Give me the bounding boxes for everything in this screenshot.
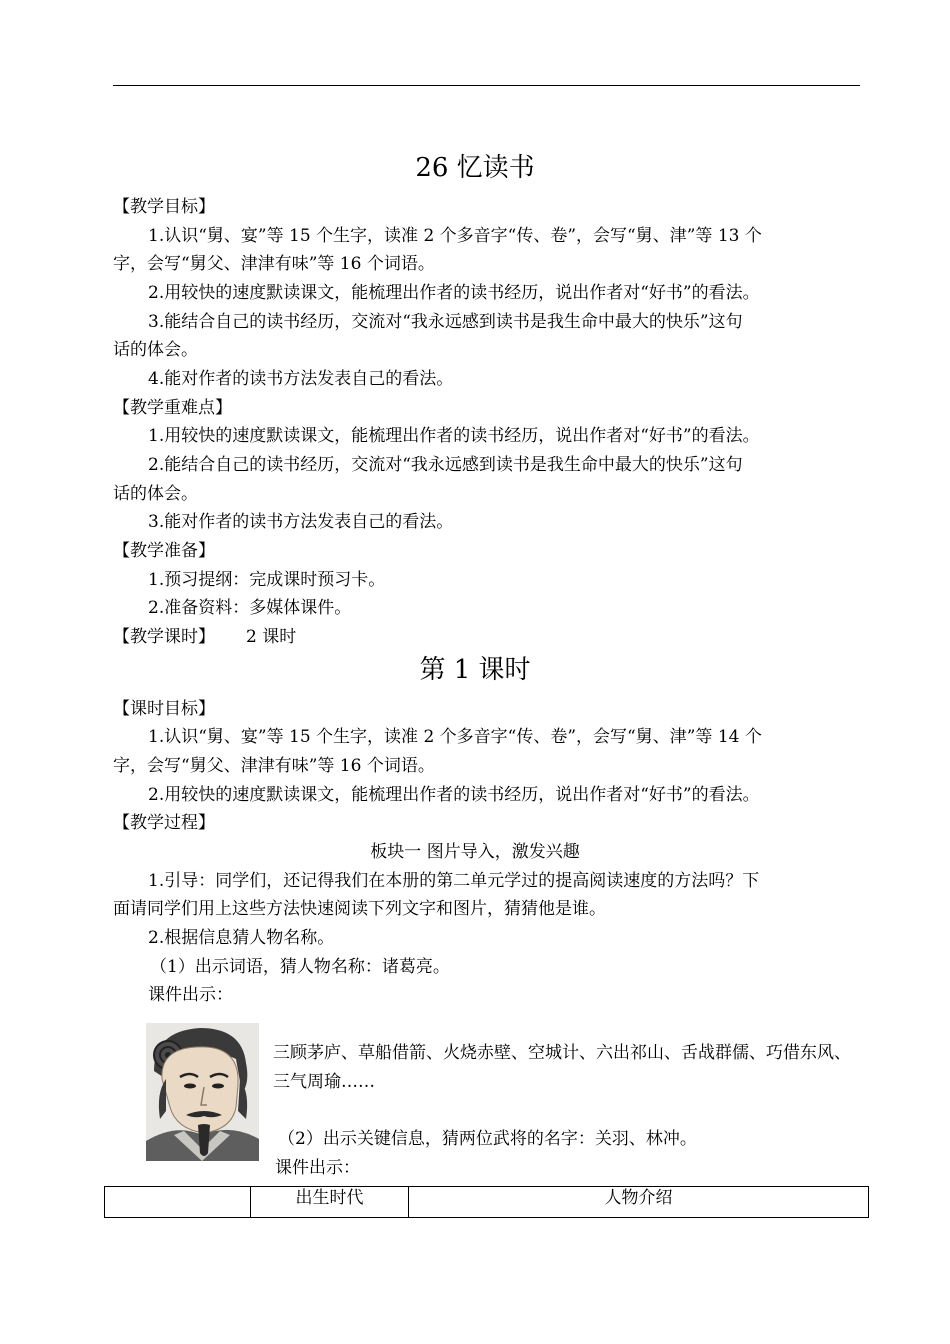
table-header-cell xyxy=(105,1187,251,1218)
key-point-line-3: 话的体会。 xyxy=(113,484,198,504)
process-line-5: 课件出示： xyxy=(148,985,233,1005)
header-rule xyxy=(113,85,860,86)
key-points-heading: 【教学重难点】 xyxy=(113,398,232,418)
objective-line-4: 3.能结合自己的读书经历，交流对“我永远感到读书是我生命中最大的快乐”这句 xyxy=(148,312,743,332)
lesson-title: 第 1 课时 xyxy=(419,655,531,685)
process-line-7: 课件出示： xyxy=(275,1158,360,1178)
objective-line-6: 4.能对作者的读书方法发表自己的看法。 xyxy=(148,369,454,389)
table-header-row xyxy=(105,1187,869,1218)
periods-heading: 【教学课时】 xyxy=(113,627,215,647)
objective-line-1: 1.认识“舅、宴”等 15 个生字，读准 2 个多音字“传、卷”，会写“舅、津”等 13 个 xyxy=(148,226,762,246)
lesson-objective-line-2: 字，会写“舅父、津津有味”等 16 个词语。 xyxy=(113,756,435,776)
process-line-1: 1.引导：同学们，还记得我们在本册的第二单元学过的提高阅读速度的方法吗？下 xyxy=(148,871,760,891)
key-point-line-2: 2.能结合自己的读书经历，交流对“我永远感到读书是我生命中最大的快乐”这句 xyxy=(148,455,743,475)
lesson-objectives-heading: 【课时目标】 xyxy=(113,699,215,719)
lesson-objective-line-3: 2.用较快的速度默读课文，能梳理出作者的读书经历，说出作者对“好书”的看法。 xyxy=(148,785,760,805)
process-line-3: 2.根据信息猜人物名称。 xyxy=(148,928,335,948)
page-title: 26 忆读书 xyxy=(415,153,535,183)
process-line-2: 面请同学们用上这些方法快速阅读下列文字和图片，猜猜他是谁。 xyxy=(113,899,606,919)
preparation-heading: 【教学准备】 xyxy=(113,541,215,561)
character-table xyxy=(104,1186,869,1218)
clue-text-line-2: 三气周瑜…… xyxy=(273,1072,375,1092)
key-point-line-1: 1.用较快的速度默读课文，能梳理出作者的读书经历，说出作者对“好书”的看法。 xyxy=(148,426,760,446)
table-header-cell: 人物介绍 xyxy=(409,1187,869,1218)
process-line-6: （2）出示关键信息，猜两位武将的名字：关羽、林冲。 xyxy=(278,1129,697,1149)
objective-line-5: 话的体会。 xyxy=(113,340,198,360)
process-line-4: （1）出示词语，猜人物名称：诸葛亮。 xyxy=(150,957,450,977)
process-heading: 【教学过程】 xyxy=(113,813,215,833)
lesson-objective-line-1: 1.认识“舅、宴”等 15 个生字，读准 2 个多音字“传、卷”，会写“舅、津”等 14 个 xyxy=(148,727,762,747)
objective-line-2: 字，会写“舅父、津津有味”等 16 个词语。 xyxy=(113,254,435,274)
preparation-line-2: 2.准备资料：多媒体课件。 xyxy=(148,598,352,618)
objective-line-3: 2.用较快的速度默读课文，能梳理出作者的读书经历，说出作者对“好书”的看法。 xyxy=(148,283,760,303)
clue-text-line-1: 三顾茅庐、草船借箭、火烧赤壁、空城计、六出祁山、舌战群儒、巧借东风、 xyxy=(273,1043,851,1063)
block-title: 板块一 图片导入，激发兴趣 xyxy=(370,842,580,862)
zhuge-liang-portrait xyxy=(146,1023,259,1161)
objectives-heading: 【教学目标】 xyxy=(113,197,215,217)
key-point-line-4: 3.能对作者的读书方法发表自己的看法。 xyxy=(148,512,454,532)
table-header-cell: 出生时代 xyxy=(251,1187,409,1218)
preparation-line-1: 1.预习提纲：完成课时预习卡。 xyxy=(148,570,386,590)
periods-value: 2 课时 xyxy=(246,627,297,647)
